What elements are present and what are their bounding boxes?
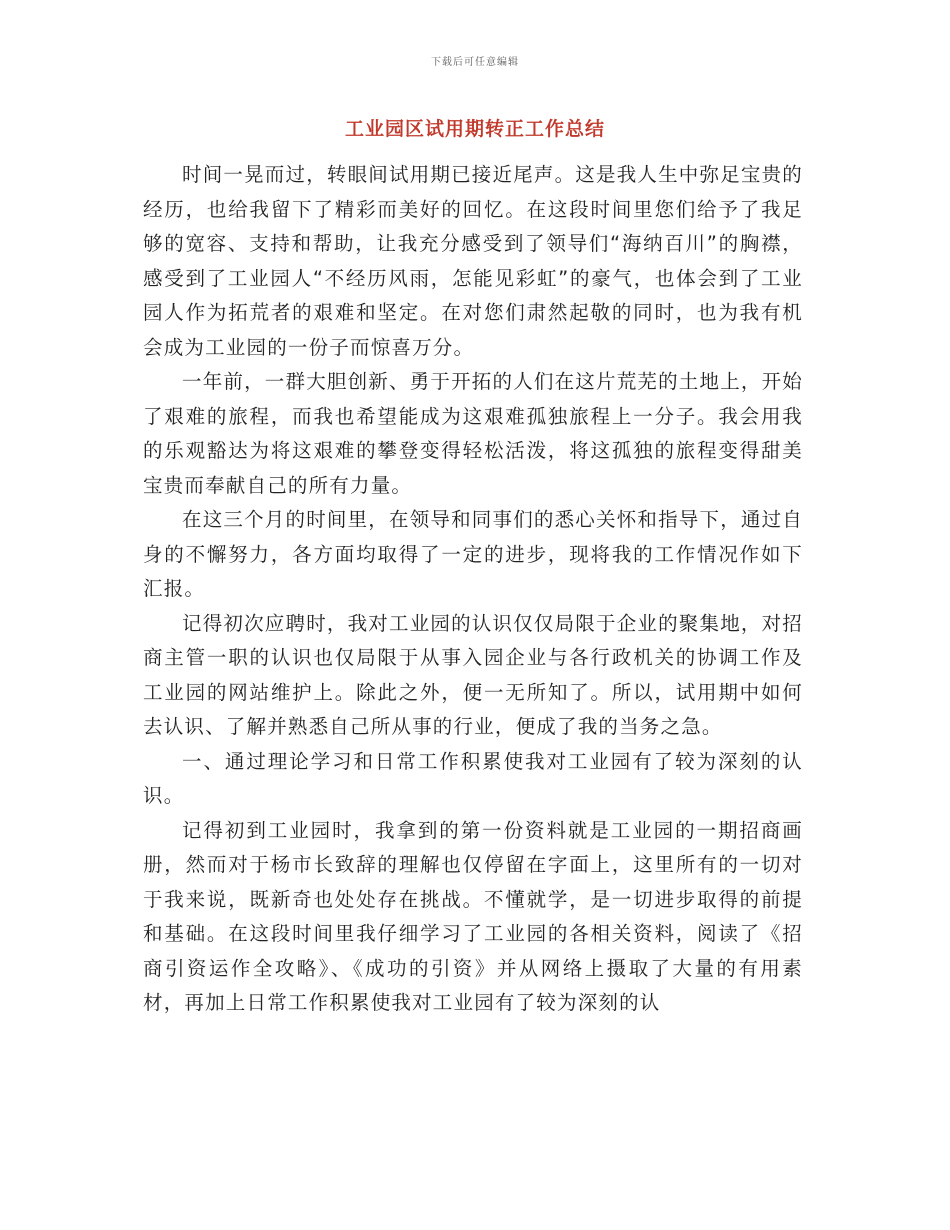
paragraph: 一年前，一群大胆创新、勇于开拓的人们在这片荒芜的土地上，开始了艰难的旅程，而我也希望能成为这艰难孤独旅程上一分子。我会用我的乐观豁达为将这艰难的攀登变得轻松活泼，将这孤独的旅程变得甜美宝贵而奉献自己的所有力量。 <box>143 370 804 497</box>
paragraph: 一、通过理论学习和日常工作积累使我对工业园有了较为深刻的认识。 <box>143 749 803 807</box>
document-body <box>143 158 803 1021</box>
paragraph: 在这三个月的时间里，在领导和同事们的悉心关怀和指导下，通过自身的不懈努力，各方面均取得了一定的进步，现将我的工作情况作如下汇报。 <box>143 508 804 600</box>
header-note: 下载后可任意编辑 <box>431 57 519 68</box>
document-title: 工业园区试用期转正工作总结 <box>344 118 605 140</box>
paragraph: 时间一晃而过，转眼间试用期已接近尾声。这是我人生中弥足宝贵的经历，也给我留下了精彩而美好的回忆。在这段时间里您们给予了我足够的宽容、支持和帮助，让我充分感受到了领导们“海纳百川”的胸襟，感受到了工业园人“不经历风雨，怎能见彩虹”的豪气，也体会到了工业园人作为拓荒者的艰难和坚定。在对您们肃然起敬的同时，也为我有机会成为工业园的一份子而惊喜万分。 <box>143 163 804 359</box>
paragraph: 记得初次应聘时，我对工业园的认识仅仅局限于企业的聚集地，对招商主管一职的认识也仅局限于从事入园企业与各行政机关的协调工作及工业园的网站维护上。除此之外，便一无所知了。所以，试用期中如何去认识、了解并熟悉自己所从事的行业，便成了我的当务之急。 <box>143 611 804 738</box>
paragraph: 记得初到工业园时，我拿到的第一份资料就是工业园的一期招商画册，然而对于杨市长致辞的理解也仅停留在字面上，这里所有的一切对于我来说，既新奇也处处存在挑战。不懂就学，是一切进步取得的前提和基础。在这段时间里我仔细学习了工业园的各相关资料，阅读了《招商引资运作全攻略》、《成功的引资》并从网络上摄取了大量的有用素材，再加上日常工作积累使我对工业园有了较为深刻的认 <box>143 818 803 1014</box>
